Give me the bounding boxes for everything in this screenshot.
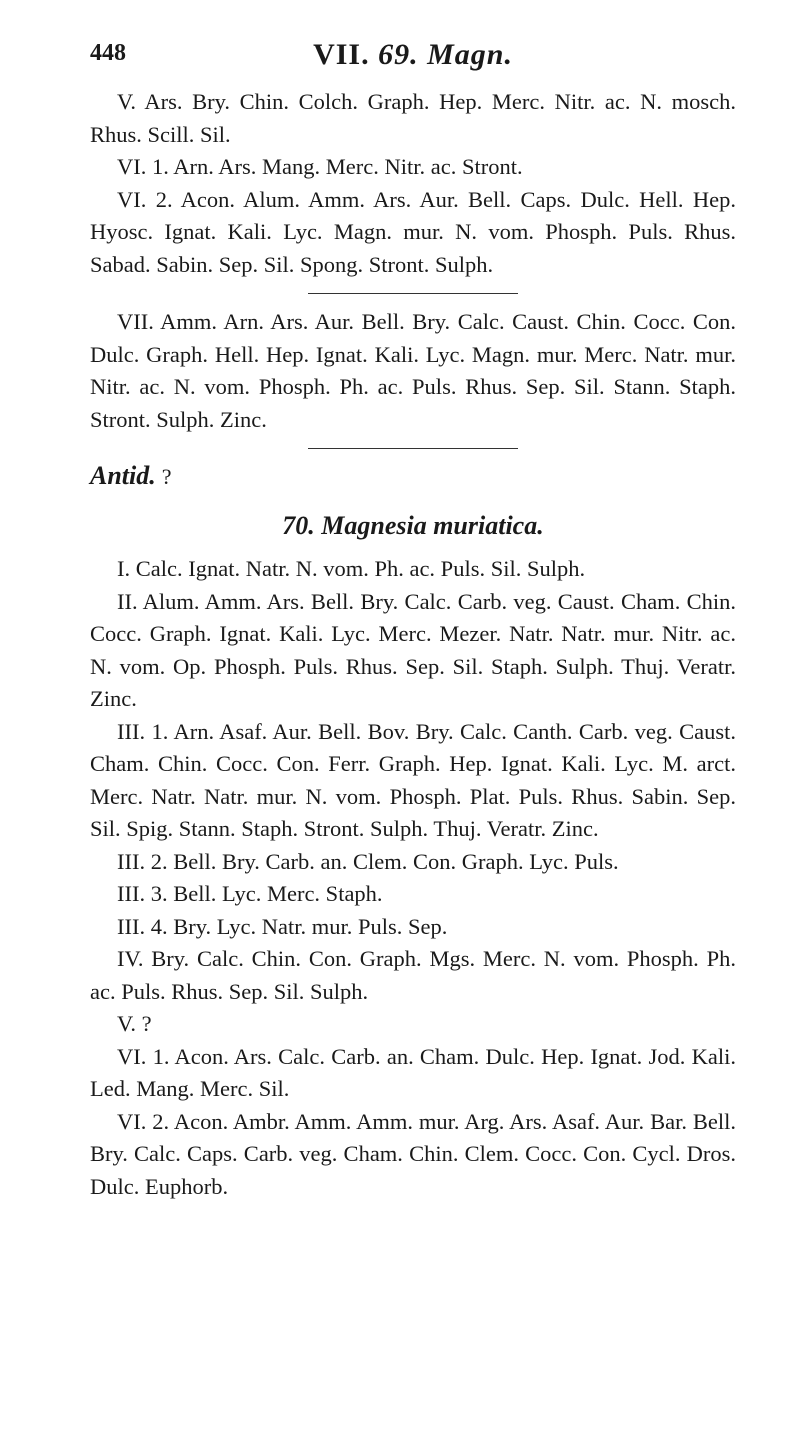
- paragraph: V. Ars. Bry. Chin. Colch. Graph. Hep. Merc. Nitr. ac. N. mosch. Rhus. Scill. Sil.: [90, 89, 736, 147]
- antidote-label: Antid.: [90, 461, 156, 490]
- antidote-line: [90, 461, 736, 491]
- paragraph: VI. 1. Arn. Ars. Mang. Merc. Nitr. ac. Stront.: [117, 154, 523, 179]
- paragraph: III. 2. Bell. Bry. Carb. an. Clem. Con. Graph. Lyc. Puls.: [117, 848, 619, 874]
- running-title-roman: VII.: [313, 38, 370, 71]
- page-header: [90, 34, 736, 74]
- running-title-name: Magn.: [427, 38, 513, 71]
- paragraph: I. Calc. Ignat. Natr. N. vom. Ph. ac. Puls. Sil. Sulph.: [117, 556, 586, 581]
- divider-rule: [308, 293, 518, 294]
- section-69-continued: [90, 86, 736, 281]
- running-title-number: 69.: [378, 38, 419, 71]
- paragraph: VI. 2. Acon. Alum. Amm. Ars. Aur. Bell. Caps. Dulc. Hell. Hep. Hyosc. Ignat. Kali. Lyc. Magn. mur. N. vom. Phosph. Puls. Rhus. Sabad. Sabin. Sep. Sil. Spong. Stront. Sulph.: [90, 186, 736, 277]
- divider-rule: [308, 448, 518, 449]
- paragraph: VI. 1. Acon. Ars. Calc. Carb. an. Cham. Dulc. Hep. Ignat. Jod. Kali. Led. Mang. Merc. Sil.: [90, 1043, 736, 1101]
- paragraph: IV. Bry. Calc. Chin. Con. Graph. Mgs. Merc. N. vom. Phosph. Ph. ac. Puls. Rhus. Sep. Sil. Sulph.: [90, 946, 736, 1004]
- paragraph: VII. Amm. Arn. Ars. Aur. Bell. Bry. Calc. Caust. Chin. Cocc. Con. Dulc. Graph. Hell. Hep. Ignat. Kali. Lyc. Magn. mur. Merc. Natr. mur. Nitr. ac. N. vom. Phosph. Ph. ac. Puls. Rhus. Sep. Sil. Stann. Staph. Stront. Sulph. Zinc.: [90, 309, 736, 432]
- section-69-vii: [90, 306, 736, 436]
- paragraph: VI. 2. Acon. Ambr. Amm. Amm. mur. Arg. Ars. Asaf. Aur. Bar. Bell. Bry. Calc. Caps. Carb. veg. Cham. Chin. Clem. Cocc. Con. Cycl. Dros. Dulc. Euphorb.: [90, 1108, 736, 1199]
- paragraph: III. 1. Arn. Asaf. Aur. Bell. Bov. Bry. Calc. Canth. Carb. veg. Caust. Cham. Chin. Cocc. Con. Ferr. Graph. Hep. Ignat. Kali. Lyc. M. arct. Merc. Natr. Natr. mur. N. vom. Phosph. Plat. Puls. Rhus. Sabin. Sep. Sil. Spig. Stann. Staph. Stront. Sulph. Thuj. Veratr. Zinc.: [90, 718, 736, 841]
- antidote-value: ?: [161, 464, 172, 489]
- book-page: [0, 34, 800, 1436]
- page-number: 448: [90, 40, 126, 66]
- section-70-body: [90, 553, 736, 1203]
- running-title: [313, 38, 513, 71]
- paragraph: II. Alum. Amm. Ars. Bell. Bry. Calc. Carb. veg. Caust. Cham. Chin. Cocc. Graph. Ignat. Kali. Lyc. Merc. Mezer. Natr. Natr. mur. Nitr. ac. N. vom. Op. Phosph. Puls. Rhus. Sep. Sil. Staph. Sulph. Thuj. Veratr. Zinc.: [90, 588, 736, 711]
- paragraph: III. 4. Bry. Lyc. Natr. mur. Puls. Sep.: [117, 913, 448, 939]
- paragraph: III. 3. Bell. Lyc. Merc. Staph.: [117, 881, 383, 906]
- paragraph: V. ?: [117, 1011, 152, 1036]
- section-title: 70. Magnesia muriatica.: [282, 511, 544, 540]
